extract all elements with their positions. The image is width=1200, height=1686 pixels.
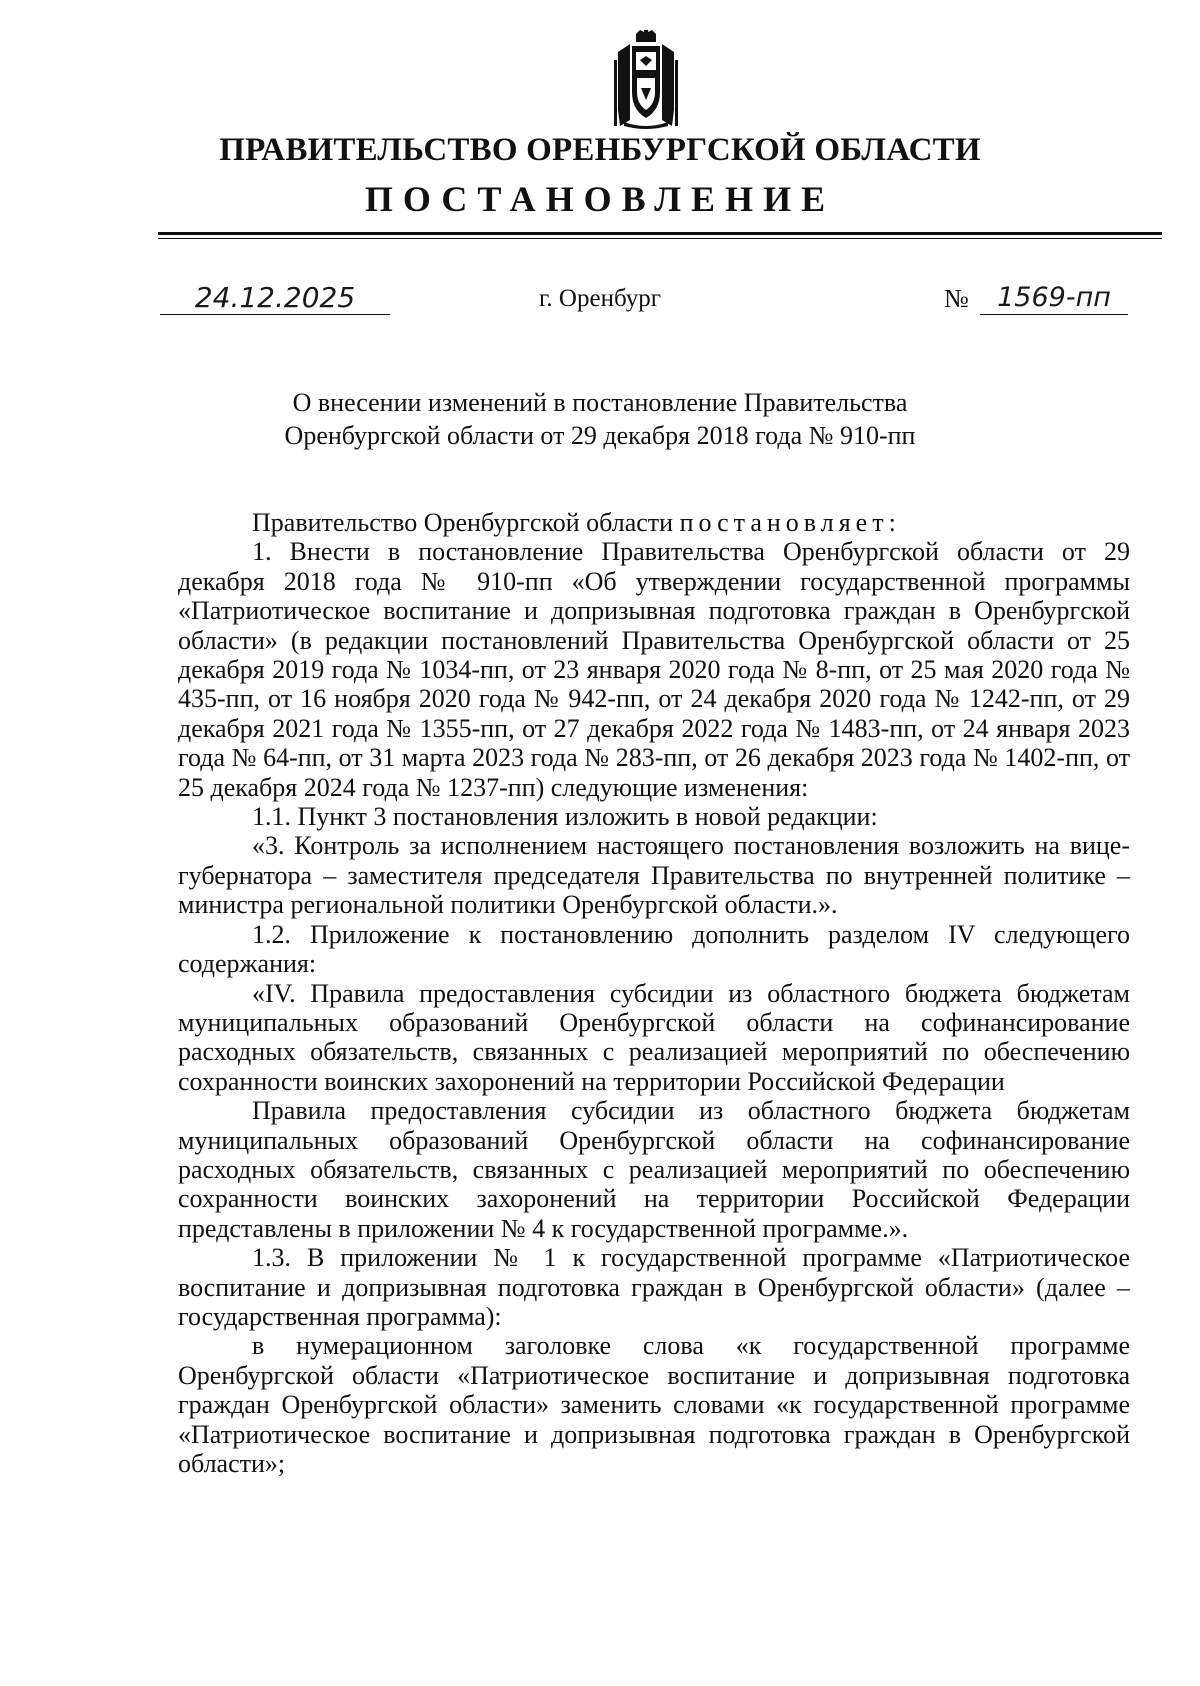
header-rule-thick xyxy=(158,232,1162,235)
paragraph-1-1-quote: «3. Контроль за исполнением настоящего постановления возложить на вице-губернатора – заместителя председателя Правительства по внутренней политике – министра региональной политики Оренбургской области.». xyxy=(178,831,1130,920)
paragraph-1-3-text: в нумерационном заголовке слова «к государственной программе Оренбургской области «Патриотическое воспитание и допризывная подготовка граждан Оренбургской области» заменить словами «к государственной программе «Патриотическое воспитание и допризывная подготовка граждан в Оренбургской области»; xyxy=(178,1331,1130,1478)
subject-line: О внесении изменений в постановление Правительства xyxy=(292,388,908,417)
preamble-verb: постановляет: xyxy=(679,508,901,537)
preamble-subject: Правительство Оренбургской области xyxy=(252,508,674,537)
government-title: ПРАВИТЕЛЬСТВО ОРЕНБУРГСКОЙ ОБЛАСТИ xyxy=(219,132,981,168)
document-date: 24.12.2025 xyxy=(160,282,390,315)
document-type: ПОСТАНОВЛЕНИЕ xyxy=(364,179,836,219)
subject-line: Оренбургской области от 29 декабря 2018 года № 910-пп xyxy=(284,421,916,450)
paragraph-1-2: 1.2. Приложение к постановлению дополнить разделом IV следующего содержания: xyxy=(178,919,1130,979)
coat-of-arms-icon xyxy=(610,30,682,130)
paragraph-1-2-text: Правила предоставления субсидии из областного бюджета бюджетам муниципальных образований Оренбургской области на софинансирование расходных обязательств, связанных с реализацией мероприятий по обеспечению сохранности воинских захоронений на территории Российской Федерации представлены в приложении № 4 к государственной программе.». xyxy=(178,1096,1130,1243)
paragraph-1: 1. Внести в постановление Правительства Оренбургской области от 29 декабря 2018 года № 910-пп «Об утверждении государственной программы «Патриотическое воспитание и допризывная подготовка граждан в Оренбургской области» (в редакции постановлений Правительства Оренбургской области от 25 декабря 2019 года № 1034-пп, от 23 января 2020 года № 8-пп, от 25 мая 2020 года № 435-пп, от 16 ноября 2020 года № 942-пп, от 24 декабря 2020 года № 1242-пп, от 29 декабря 2021 года № 1355-пп, от 27 декабря 2022 года № 1483-пп, от 24 января 2023 года № 64-пп, от 31 марта 2023 года № 283-пп, от 26 декабря 2023 года № 1402-пп, от 25 декабря 2024 года № 1237-пп) следующие изменения: xyxy=(178,537,1130,802)
paragraph-1-2-heading: «IV. Правила предоставления субсидии из областного бюджета бюджетам муниципальных образований Оренбургской области на софинансирование расходных обязательств, связанных с реализацией мероприятий по обеспечению сохранности воинских захоронений на территории Российской Федерации xyxy=(178,978,1130,1096)
document-body xyxy=(178,508,1130,1478)
paragraph-1-3: 1.3. В приложении № 1 к государственной программе «Патриотическое воспитание и допризывная подготовка граждан в Оренбургской области» (далее – государственная программа): xyxy=(178,1243,1130,1331)
document-subject xyxy=(0,386,1200,452)
document-number: 1569-пп xyxy=(980,282,1128,315)
preamble xyxy=(178,508,1130,537)
document-city: г. Оренбург xyxy=(539,285,661,312)
header-rule-thin xyxy=(158,238,1162,239)
number-label: № xyxy=(944,284,969,313)
paragraph-1-1: 1.1. Пункт 3 постановления изложить в новой редакции: xyxy=(252,802,878,832)
